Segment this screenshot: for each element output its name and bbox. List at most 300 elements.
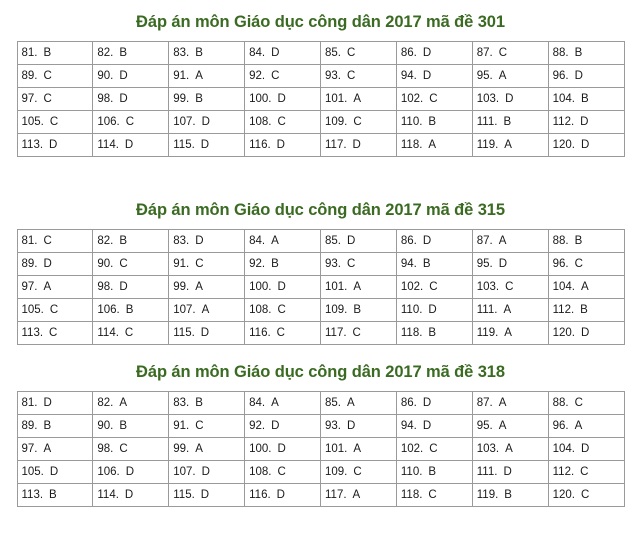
answer-letter: C (581, 489, 590, 501)
question-number: 99. (173, 93, 190, 105)
answer-cell (548, 230, 624, 253)
question-number: 104. (552, 93, 576, 105)
answer-letter: D (581, 139, 590, 151)
answer-letter: B (43, 47, 52, 59)
question-number: 106. (97, 304, 120, 316)
answer-cell (396, 415, 472, 438)
answer-cell (321, 230, 397, 253)
question-number: 107. (173, 466, 196, 478)
table-row (17, 134, 624, 157)
table-row (17, 438, 624, 461)
answer-cell (321, 134, 397, 157)
answer-cell (169, 230, 245, 253)
answer-letter: A (43, 443, 52, 455)
answer-letter: D (505, 93, 514, 105)
answer-letter: C (49, 327, 58, 339)
answer-cell (548, 392, 624, 415)
answer-letter: D (347, 235, 356, 247)
answer-letter: D (580, 116, 589, 128)
answer-letter: C (277, 116, 286, 128)
block-spacer (8, 345, 633, 363)
answer-letter: A (428, 139, 437, 151)
question-number: 92. (249, 258, 266, 270)
question-number: 96. (552, 258, 569, 270)
answer-block-318 (8, 363, 633, 507)
answer-cell (93, 392, 169, 415)
answer-cell (93, 42, 169, 65)
question-number: 90. (97, 420, 114, 432)
question-number: 118. (400, 489, 423, 501)
answer-letter: C (277, 466, 286, 478)
answer-cell (396, 392, 472, 415)
answer-letter: D (43, 397, 52, 409)
answer-cell (548, 253, 624, 276)
table-row (17, 42, 624, 65)
answer-cell (548, 415, 624, 438)
question-number: 118. (400, 327, 423, 339)
question-number: 92. (249, 70, 266, 82)
answer-cell (17, 484, 93, 507)
answer-letter: C (498, 47, 508, 59)
answer-cell (321, 65, 397, 88)
question-number: 89. (21, 420, 38, 432)
question-number: 120. (552, 489, 576, 501)
answer-cell (245, 276, 321, 299)
question-number: 90. (97, 258, 114, 270)
table-row (17, 65, 624, 88)
answer-letter: D (124, 139, 134, 151)
question-number: 97. (21, 93, 38, 105)
answer-cell (93, 276, 169, 299)
question-number: 112. (552, 466, 575, 478)
question-number: 107. (173, 116, 196, 128)
answer-letter: C (353, 116, 362, 128)
answer-letter: D (422, 420, 432, 432)
answer-block-301 (8, 13, 633, 157)
answer-cell (169, 134, 245, 157)
question-number: 101. (325, 93, 348, 105)
answer-letter: D (201, 466, 210, 478)
answer-cell (93, 415, 169, 438)
answer-letter: D (352, 139, 361, 151)
answer-letter: C (271, 70, 280, 82)
question-number: 104. (552, 281, 576, 293)
answer-letter: A (119, 397, 128, 409)
answer-table-315 (17, 229, 625, 345)
answer-letter: D (503, 466, 512, 478)
answer-letter: D (271, 420, 280, 432)
answer-cell (245, 322, 321, 345)
answer-cell (396, 438, 472, 461)
answer-letter: D (422, 70, 432, 82)
question-number: 102. (400, 281, 424, 293)
answer-cell (245, 111, 321, 134)
answer-cell (245, 253, 321, 276)
question-number: 100. (249, 443, 272, 455)
question-number: 98. (97, 93, 114, 105)
question-number: 112. (552, 304, 575, 316)
answer-cell (472, 65, 548, 88)
answer-letter: A (353, 93, 362, 105)
question-number: 105. (21, 466, 44, 478)
answer-cell (245, 392, 321, 415)
answer-cell (472, 322, 548, 345)
answer-cell (396, 322, 472, 345)
answer-letter: A (195, 443, 203, 455)
question-number: 117. (325, 139, 347, 151)
answer-letter: D (195, 235, 204, 247)
question-number: 84. (249, 47, 266, 59)
answer-cell (93, 134, 169, 157)
answer-cell (321, 392, 397, 415)
question-number: 103. (476, 281, 500, 293)
answer-cell (321, 438, 397, 461)
answer-letter: A (581, 281, 589, 293)
answer-letter: B (574, 47, 583, 59)
answer-letter: B (574, 235, 583, 247)
answer-table-body-315 (17, 230, 624, 345)
answer-letter: B (195, 47, 203, 59)
question-number: 113. (21, 139, 44, 151)
answer-letter: C (347, 258, 356, 270)
question-number: 109. (325, 116, 348, 128)
answer-cell (17, 299, 93, 322)
question-number: 105. (21, 304, 44, 316)
question-number: 84. (249, 235, 266, 247)
answer-letter: C (580, 466, 589, 478)
answer-cell (245, 88, 321, 111)
question-number: 81. (21, 47, 38, 59)
question-number: 113. (21, 327, 44, 339)
question-number: 104. (552, 443, 576, 455)
answer-letter: C (124, 327, 134, 339)
question-number: 101. (325, 281, 348, 293)
question-number: 90. (97, 70, 114, 82)
answer-letter: D (201, 116, 210, 128)
answer-table-318 (17, 391, 625, 507)
answer-letter: D (271, 47, 280, 59)
question-number: 110. (400, 116, 423, 128)
question-number: 101. (325, 443, 348, 455)
answer-letter: C (347, 47, 356, 59)
question-number: 82. (97, 397, 114, 409)
question-number: 84. (249, 397, 266, 409)
answer-cell (396, 230, 472, 253)
answer-cell (396, 42, 472, 65)
answer-cell (548, 65, 624, 88)
answer-letter: D (428, 304, 437, 316)
answer-cell (245, 299, 321, 322)
answer-letter: A (352, 489, 361, 501)
table-row (17, 461, 624, 484)
answer-letter: B (119, 235, 128, 247)
answer-letter: B (581, 93, 589, 105)
answer-cell (169, 299, 245, 322)
answer-cell (396, 111, 472, 134)
answer-cell (169, 461, 245, 484)
question-number: 115. (173, 327, 195, 339)
answer-cell (472, 276, 548, 299)
question-number: 85. (325, 397, 341, 409)
question-number: 94. (400, 420, 417, 432)
question-number: 99. (173, 443, 190, 455)
answer-letter: D (200, 489, 210, 501)
block-title-315: Đáp án môn Giáo dục công dân 2017 mã đề 315 (136, 201, 505, 219)
answer-cell (321, 276, 397, 299)
question-number: 82. (97, 235, 114, 247)
answer-cell (169, 88, 245, 111)
answer-cell (93, 461, 169, 484)
answer-cell (93, 438, 169, 461)
block-spacer (8, 157, 633, 201)
answer-letter: A (574, 420, 583, 432)
question-number: 95. (476, 70, 493, 82)
table-row (17, 415, 624, 438)
question-number: 114. (97, 489, 119, 501)
question-number: 85. (325, 47, 341, 59)
answer-cell (93, 484, 169, 507)
answer-cell (93, 253, 169, 276)
question-number: 94. (400, 70, 417, 82)
answer-cell (93, 322, 169, 345)
question-number: 119. (476, 139, 499, 151)
answer-cell (321, 322, 397, 345)
answer-letter: C (195, 258, 204, 270)
table-row (17, 111, 624, 134)
question-number: 85. (325, 235, 341, 247)
answer-letter: C (43, 70, 52, 82)
answer-letter: D (125, 466, 135, 478)
question-number: 89. (21, 70, 38, 82)
answer-cell (169, 65, 245, 88)
answer-letter: B (428, 466, 437, 478)
answer-table-body-301 (17, 42, 624, 157)
answer-cell (169, 438, 245, 461)
question-number: 111. (476, 304, 498, 316)
question-number: 111. (476, 466, 498, 478)
answer-cell (472, 392, 548, 415)
answer-letter: A (195, 281, 203, 293)
answer-letter: B (353, 304, 362, 316)
answer-cell (17, 111, 93, 134)
answer-cell (17, 88, 93, 111)
answer-cell (472, 461, 548, 484)
question-number: 97. (21, 281, 38, 293)
answer-cell (472, 230, 548, 253)
answer-cell (396, 461, 472, 484)
answer-letter: D (49, 139, 58, 151)
question-number: 120. (552, 139, 576, 151)
answer-cell (396, 65, 472, 88)
answer-letter: A (347, 397, 355, 409)
answer-letter: C (49, 116, 59, 128)
answer-letter: A (201, 304, 210, 316)
answer-cell (245, 65, 321, 88)
answer-letter: A (43, 281, 52, 293)
answer-cell (548, 111, 624, 134)
answer-cell (245, 438, 321, 461)
answer-cell (17, 276, 93, 299)
answer-letter: C (574, 258, 583, 270)
answer-letter: B (428, 116, 437, 128)
answer-letter: C (574, 397, 583, 409)
question-number: 87. (476, 397, 493, 409)
question-number: 91. (173, 258, 190, 270)
question-number: 88. (552, 397, 569, 409)
table-row (17, 88, 624, 111)
answer-letter: C (43, 235, 52, 247)
answer-cell (396, 253, 472, 276)
question-number: 117. (325, 327, 347, 339)
question-number: 88. (552, 47, 569, 59)
answer-letter: B (271, 258, 279, 270)
answer-cell (321, 253, 397, 276)
answer-cell (245, 415, 321, 438)
answer-cell (472, 299, 548, 322)
answer-letter: A (498, 397, 507, 409)
page-bottom-spacer (8, 507, 633, 529)
answer-cell (93, 111, 169, 134)
answer-cell (548, 299, 624, 322)
question-number: 88. (552, 235, 569, 247)
question-number: 105. (21, 116, 44, 128)
answer-cell (17, 415, 93, 438)
question-number: 98. (97, 281, 114, 293)
answer-cell (548, 461, 624, 484)
question-number: 96. (552, 420, 569, 432)
question-number: 107. (173, 304, 196, 316)
question-number: 103. (476, 443, 500, 455)
answer-letter: D (277, 443, 286, 455)
answer-letter: A (498, 70, 507, 82)
answer-cell (321, 42, 397, 65)
answer-cell (17, 65, 93, 88)
answer-letter: A (504, 327, 512, 339)
table-row (17, 392, 624, 415)
question-number: 91. (173, 420, 190, 432)
block-title-301: Đáp án môn Giáo dục công dân 2017 mã đề 301 (136, 13, 505, 31)
table-row (17, 484, 624, 507)
question-number: 99. (173, 281, 190, 293)
answer-cell (169, 253, 245, 276)
question-number: 120. (552, 327, 576, 339)
answer-cell (93, 299, 169, 322)
question-number: 81. (21, 235, 38, 247)
answer-letter: A (271, 397, 279, 409)
answer-cell (321, 461, 397, 484)
question-number: 108. (249, 116, 272, 128)
answer-letter: D (43, 258, 52, 270)
answer-cell (245, 230, 321, 253)
question-number: 115. (173, 489, 195, 501)
question-number: 95. (476, 258, 493, 270)
answer-cell (17, 461, 93, 484)
answer-letter: A (505, 443, 513, 455)
question-number: 87. (476, 235, 493, 247)
answer-cell (17, 230, 93, 253)
question-number: 86. (400, 47, 417, 59)
answer-letter: C (43, 93, 52, 105)
answer-letter: D (347, 420, 356, 432)
answer-letter: D (119, 281, 128, 293)
question-number: 98. (97, 443, 114, 455)
answer-letter: C (125, 116, 135, 128)
answer-letter: B (119, 420, 128, 432)
answer-cell (17, 253, 93, 276)
answer-letter: B (119, 47, 128, 59)
question-number: 116. (249, 489, 271, 501)
question-number: 93. (325, 420, 341, 432)
answer-cell (548, 88, 624, 111)
answer-cell (472, 438, 548, 461)
answer-block-315 (8, 201, 633, 345)
answer-letter: C (505, 281, 514, 293)
answer-cell (17, 392, 93, 415)
answer-letter: D (422, 235, 432, 247)
answer-letter: B (43, 420, 52, 432)
question-number: 119. (476, 327, 499, 339)
answer-cell (548, 322, 624, 345)
answer-cell (169, 484, 245, 507)
answer-cell (472, 88, 548, 111)
question-number: 115. (173, 139, 195, 151)
question-number: 102. (400, 93, 424, 105)
answer-cell (245, 42, 321, 65)
answer-cell (548, 134, 624, 157)
table-row (17, 230, 624, 253)
answer-cell (396, 134, 472, 157)
answer-cell (321, 299, 397, 322)
answer-letter: A (503, 304, 512, 316)
answer-cell (472, 111, 548, 134)
question-number: 93. (325, 70, 341, 82)
answer-letter: D (276, 489, 285, 501)
question-number: 82. (97, 47, 114, 59)
question-number: 83. (173, 47, 190, 59)
answer-letter: A (504, 139, 512, 151)
table-row (17, 322, 624, 345)
answer-letter: C (429, 281, 438, 293)
question-number: 110. (400, 304, 423, 316)
question-number: 95. (476, 420, 493, 432)
answer-letter: B (195, 397, 203, 409)
answer-cell (472, 253, 548, 276)
answer-letter: C (119, 258, 128, 270)
answer-cell (17, 134, 93, 157)
answer-letter: D (276, 139, 285, 151)
answer-letter: D (581, 443, 590, 455)
answer-letter: C (49, 304, 59, 316)
question-number: 87. (476, 47, 493, 59)
table-row (17, 253, 624, 276)
answer-cell (321, 88, 397, 111)
question-number: 81. (21, 397, 38, 409)
answer-letter: A (195, 70, 203, 82)
answer-cell (472, 484, 548, 507)
question-number: 94. (400, 258, 417, 270)
question-number: 83. (173, 397, 190, 409)
answer-letter: A (353, 443, 362, 455)
answer-letter: C (195, 420, 204, 432)
answer-letter: D (277, 93, 286, 105)
question-number: 114. (97, 327, 119, 339)
question-number: 109. (325, 466, 348, 478)
answer-cell (93, 88, 169, 111)
answer-cell (396, 484, 472, 507)
block-title-318: Đáp án môn Giáo dục công dân 2017 mã đề 318 (136, 363, 505, 381)
answer-letter: C (353, 466, 362, 478)
answer-letter: D (200, 327, 210, 339)
